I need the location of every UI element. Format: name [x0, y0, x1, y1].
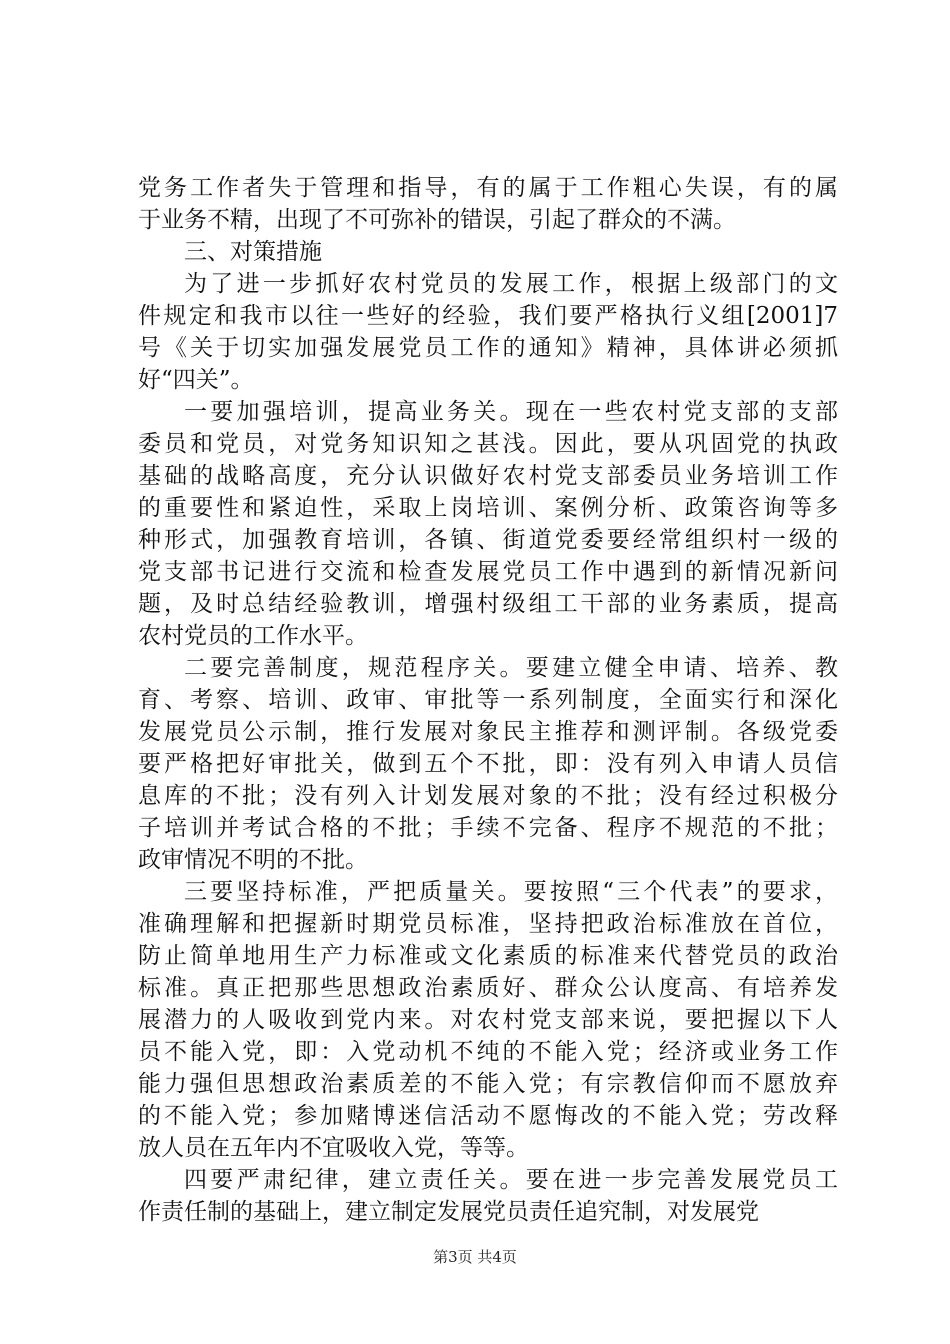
- paragraph: [138, 876, 838, 1164]
- text-line: 育、考察、培训、政审、审批等一系列制度，全面实行和深化: [138, 687, 838, 713]
- text-line: 委员和党员，对党务知识知之甚浅。因此，要从巩固党的执政: [138, 431, 838, 457]
- text-line: 于业务不精，出现了不可弥补的错误，引起了群众的不满。: [138, 207, 736, 233]
- text-line: 农村党员的工作水平。: [138, 623, 368, 649]
- text-line: 准确理解和把握新时期党员标准，坚持把政治标准放在首位，: [138, 911, 838, 937]
- text-line: 息库的不批；没有列入计划发展对象的不批；没有经过积极分: [138, 783, 838, 809]
- text-line: 件规定和我市以往一些好的经验，我们要严格执行义组[2001]7: [138, 303, 838, 329]
- text-line: 的不能入党；参加赌博迷信活动不愿悔改的不能入党；劳改释: [138, 1103, 838, 1129]
- text-line: 放人员在五年内不宜吸收入党，等等。: [138, 1135, 529, 1161]
- paragraph: [138, 652, 838, 876]
- text-line: 四要严肃纪律，建立责任关。要在进一步完善发展党员工: [184, 1167, 838, 1193]
- paragraph: [138, 268, 838, 396]
- text-line: 种形式，加强教育培训，各镇、街道党委要经常组织村一级的: [138, 527, 838, 553]
- text-line: 的重要性和紧迫性，采取上岗培训、案例分析、政策咨询等多: [138, 495, 838, 521]
- text-line: 党支部书记进行交流和检查发展党员工作中遇到的新情况新问: [138, 559, 838, 585]
- text-line: 子培训并考试合格的不批；手续不完备、程序不规范的不批；: [138, 815, 838, 841]
- text-line: 三要坚持标准，严把质量关。要按照“三个代表”的要求，: [184, 879, 838, 905]
- text-line: 好“四关”。: [138, 367, 254, 393]
- text-line: 政审情况不明的不批。: [138, 847, 368, 873]
- text-line: 能力强但思想政治素质差的不能入党；有宗教信仰而不愿放弃: [138, 1071, 838, 1097]
- paragraph: [138, 1164, 838, 1228]
- text-line: 要严格把好审批关，做到五个不批，即：没有列入申请人员信: [138, 751, 838, 777]
- text-line: 员不能入党，即：入党动机不纯的不能入党；经济或业务工作: [138, 1039, 838, 1065]
- text-line: 二要完善制度，规范程序关。要建立健全申请、培养、教: [184, 655, 838, 681]
- text-line: 题，及时总结经验教训，增强村级组工干部的业务素质，提高: [138, 591, 838, 617]
- text-line: 基础的战略高度，充分认识做好农村党支部委员业务培训工作: [138, 463, 838, 489]
- page-footer: 第3页 共4页: [433, 1248, 517, 1266]
- text-line: 一要加强培训，提高业务关。现在一些农村党支部的支部: [184, 399, 838, 425]
- text-line: 防止简单地用生产力标准或文化素质的标准来代替党员的政治: [138, 943, 838, 969]
- paragraph: [138, 172, 838, 236]
- text-line: 号《关于切实加强发展党员工作的通知》精神，具体讲必须抓: [138, 335, 838, 361]
- text-line: 标准。真正把那些思想政治素质好、群众公认度高、有培养发: [138, 975, 838, 1001]
- paragraph: [138, 396, 838, 652]
- paragraph: [138, 236, 838, 268]
- text-line: 发展党员公示制，推行发展对象民主推荐和测评制。各级党委: [138, 719, 838, 745]
- text-line: 为了进一步抓好农村党员的发展工作，根据上级部门的文: [184, 271, 838, 297]
- document-body: [138, 172, 838, 1228]
- text-line: 作责任制的基础上，建立制定发展党员责任追究制，对发展党: [138, 1199, 759, 1225]
- text-line: 展潜力的人吸收到党内来。对农村党支部来说，要把握以下人: [138, 1007, 838, 1033]
- text-line: 三、对策措施: [184, 239, 322, 265]
- text-line: 党务工作者失于管理和指导，有的属于工作粗心失误，有的属: [138, 175, 838, 201]
